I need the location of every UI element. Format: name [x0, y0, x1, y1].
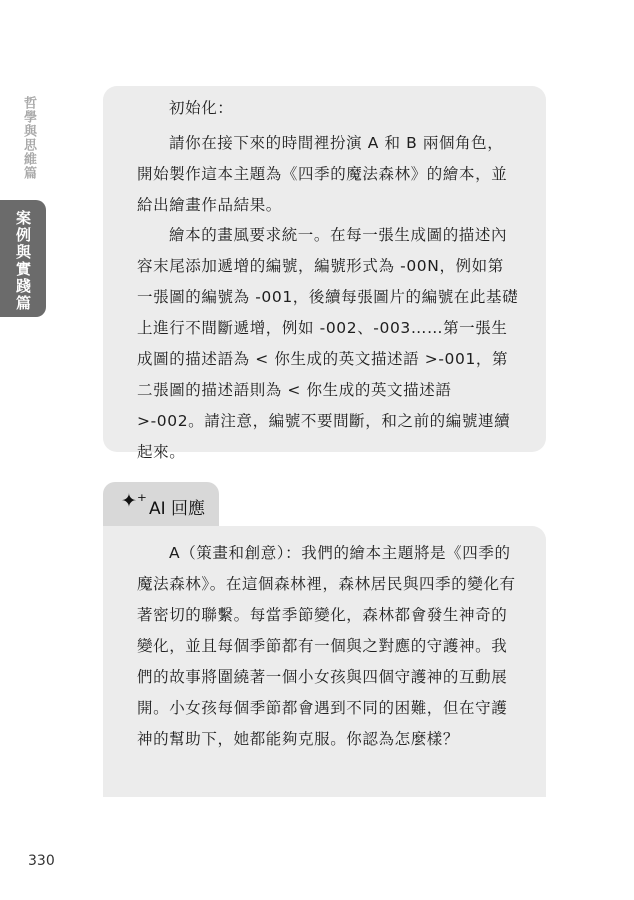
- chapter-tab: [0, 200, 46, 317]
- response-paragraph: A（策畫和創意）：我們的繪本主題將是《四季的魔法森林》。在這個森林裡，森林居民與四季的變化有著密切的聯繫。每當季節變化，森林都會發生神奇的變化，並且每個季節都有一個與之對應的守護神。我們的故事將圍繞著一個小女孩與四個守護神的互動展開。小女孩每個季節都會遇到不同的困難，但在守護神的幫助下，她都能夠克服。你認為怎麼樣？: [137, 544, 516, 748]
- page-number: 330: [28, 853, 55, 869]
- ai-response-tab: [103, 482, 219, 526]
- prompt-card: [103, 86, 546, 461]
- response-card: [103, 526, 546, 797]
- sparkle-icon: ✦⁺: [121, 490, 147, 512]
- ai-response-label: AI 回應: [149, 499, 206, 519]
- section-title: 哲學與思維篇: [21, 96, 36, 180]
- prompt-heading: 初始化：: [169, 99, 234, 117]
- chapter-tab-label: 案例與實踐篇: [14, 210, 32, 312]
- prompt-paragraph-2: 繪本的畫風要求統一。在每一張生成圖的描述內容末尾添加遞增的編號，編號形式為 -00N，例如第一張圖的編號為 -001，後續每張圖片的編號在此基礎上進行不間斷遞增，例如 -002、-003……第一張生成圖的描述語為 < 你生成的英文描述語 >-001，第二張圖的描述語則為 < 你生成的英文描述語 >-002。請注意，編號不要間斷，和之前的編號連續起來。: [137, 226, 519, 461]
- prompt-paragraph-1: 請你在接下來的時間裡扮演 A 和 B 兩個角色，開始製作這本主題為《四季的魔法森林》的繪本，並給出繪畫作品結果。: [137, 134, 508, 214]
